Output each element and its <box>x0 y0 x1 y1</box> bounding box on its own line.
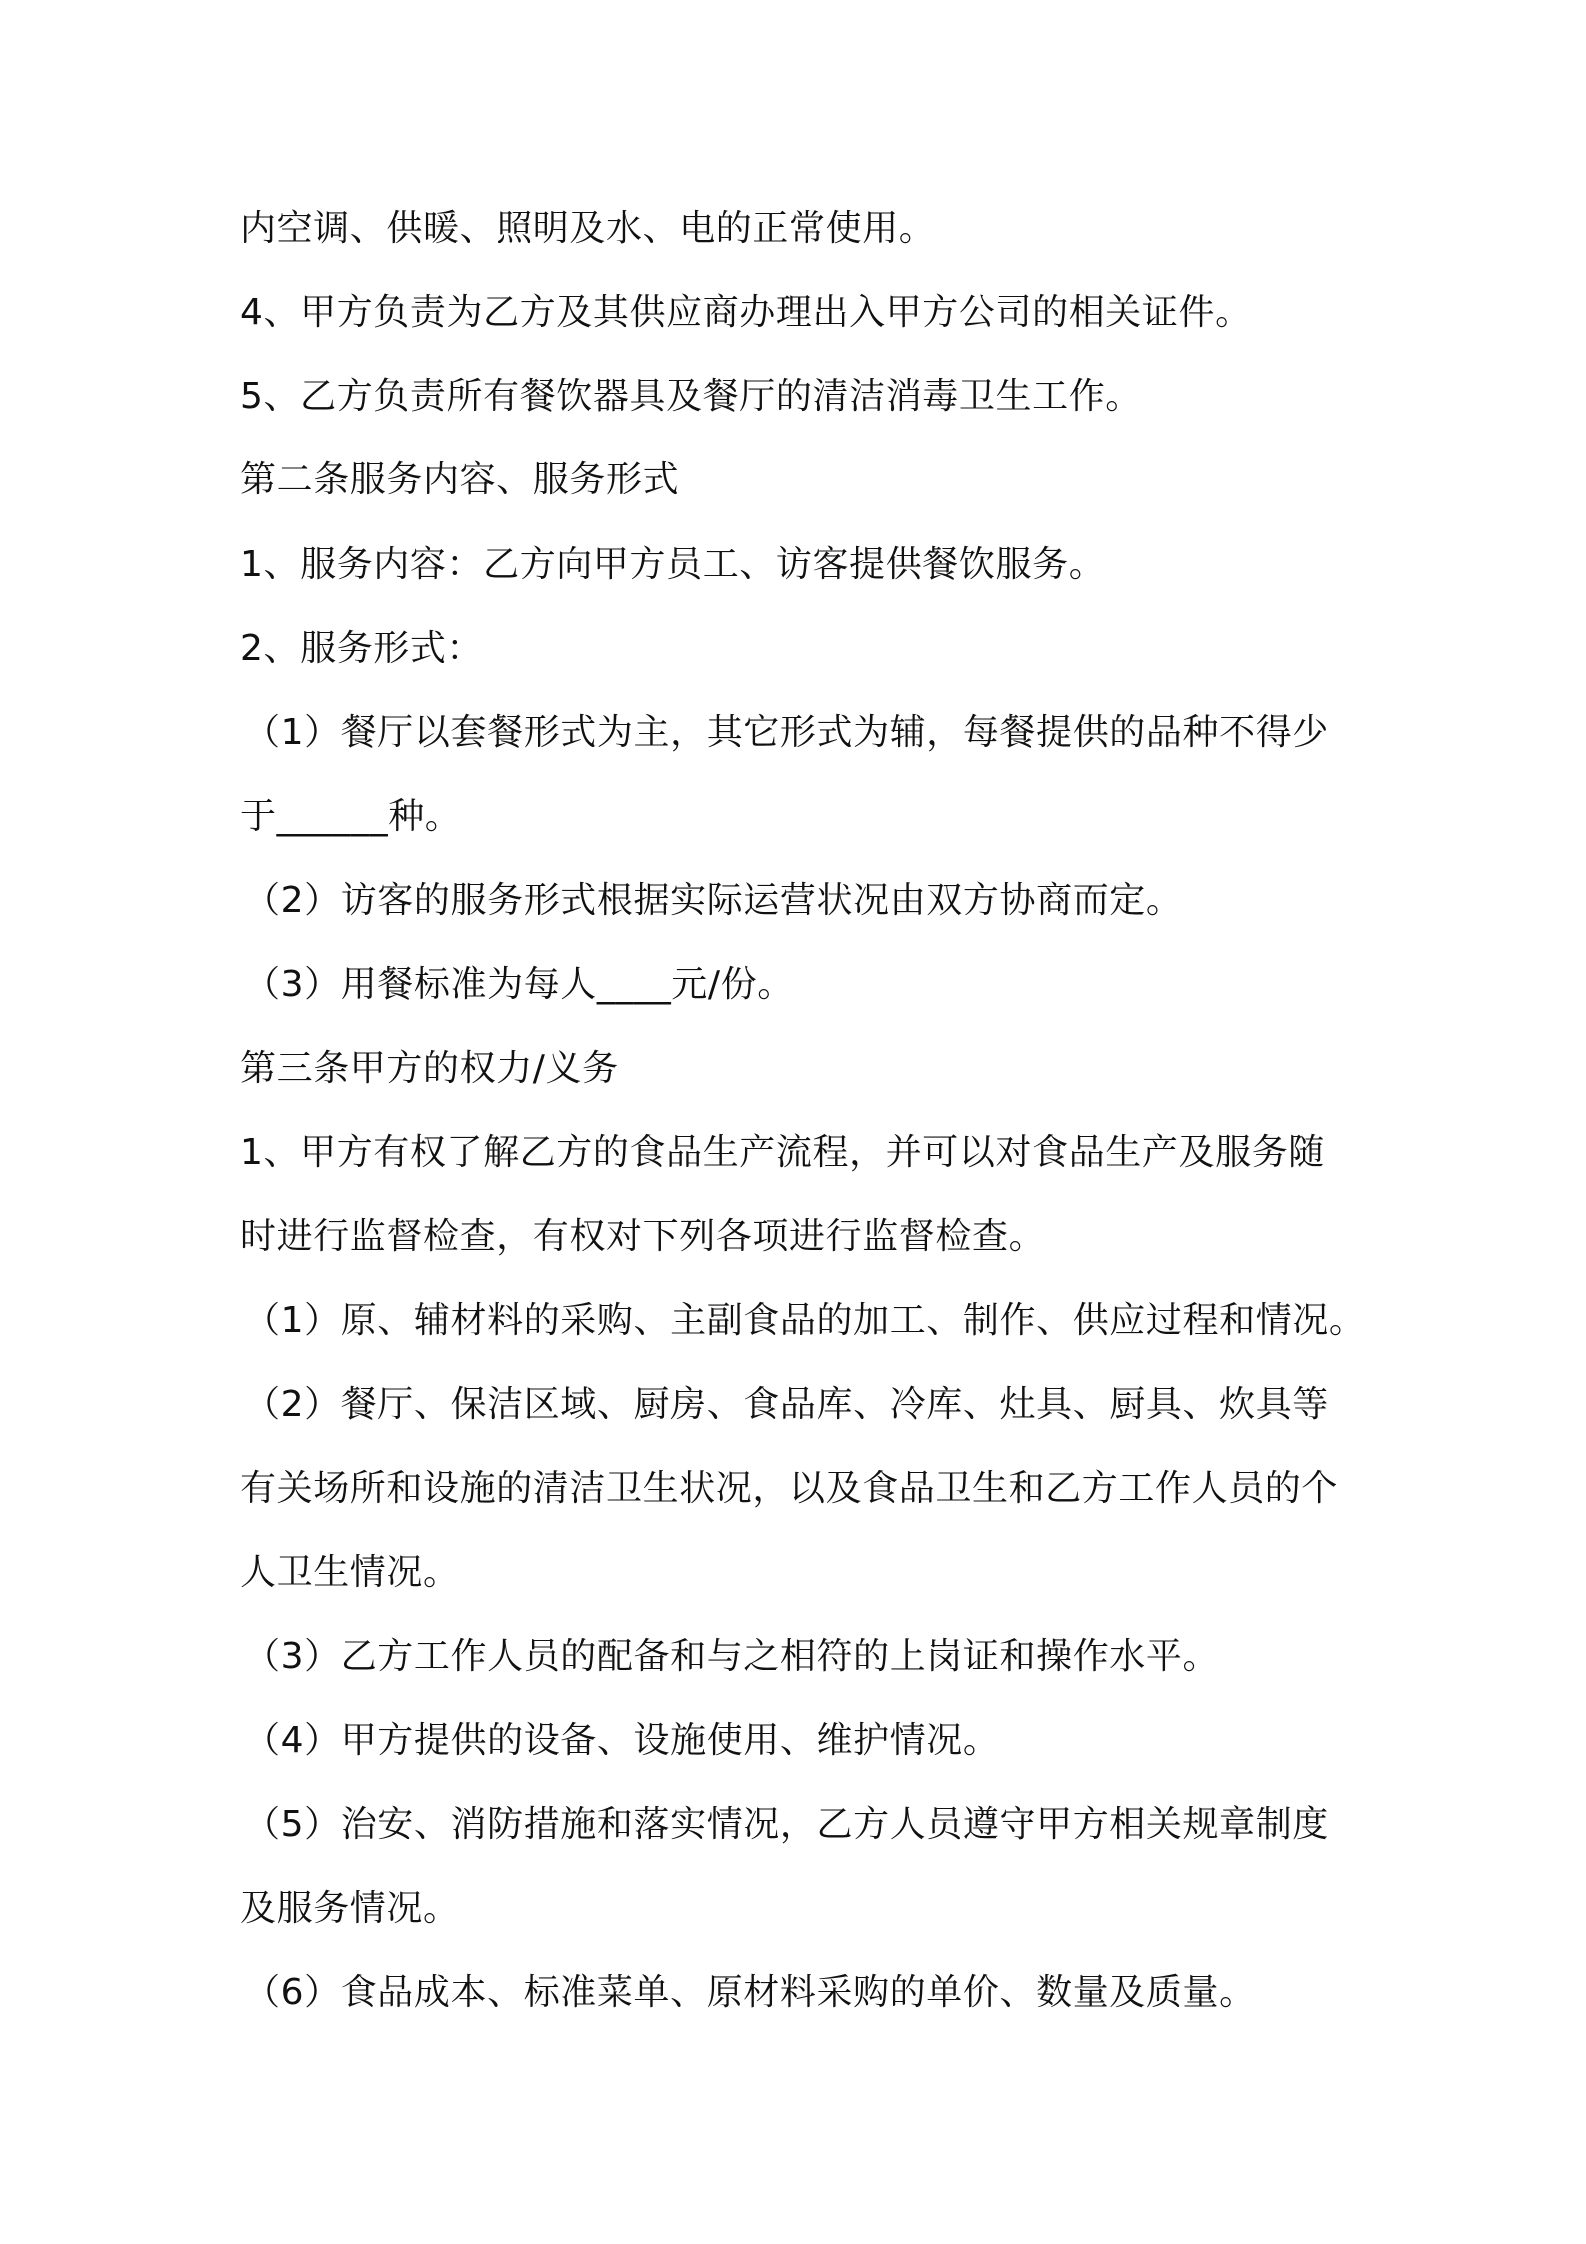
text-line: （2）餐厅、保洁区域、厨房、食品库、冷库、灶具、厨具、炊具等 <box>244 1384 1329 1425</box>
text-line: 于______种。 <box>240 796 462 837</box>
text-line: 1、甲方有权了解乙方的食品生产流程，并可以对食品生产及服务随 <box>240 1132 1325 1173</box>
text-line: （3）乙方工作人员的配备和与之相符的上岗证和操作水平。 <box>244 1636 1220 1677</box>
text-line: （2）访客的服务形式根据实际运营状况由双方协商而定。 <box>244 880 1183 921</box>
text-line: 有关场所和设施的清洁卫生状况，以及食品卫生和乙方工作人员的个 <box>240 1468 1339 1509</box>
text-line: 时进行监督检查，有权对下列各项进行监督检查。 <box>240 1216 1046 1257</box>
text-line: 人卫生情况。 <box>240 1552 460 1593</box>
text-line: （6）食品成本、标准菜单、原材料采购的单价、数量及质量。 <box>244 1972 1256 2013</box>
text-line: （1）餐厅以套餐形式为主，其它形式为辅，每餐提供的品种不得少 <box>244 712 1329 753</box>
text-line: （3）用餐标准为每人____元/份。 <box>244 964 794 1005</box>
text-line: 4、甲方负责为乙方及其供应商办理出入甲方公司的相关证件。 <box>240 292 1252 333</box>
section-heading: 第三条甲方的权力/义务 <box>240 1048 619 1089</box>
text-line: 2、服务形式： <box>240 628 484 669</box>
text-line: 内空调、供暖、照明及水、电的正常使用。 <box>240 208 936 249</box>
text-line: （4）甲方提供的设备、设施使用、维护情况。 <box>244 1720 1000 1761</box>
text-line: （5）治安、消防措施和落实情况，乙方人员遵守甲方相关规章制度 <box>244 1804 1329 1845</box>
section-heading: 第二条服务内容、服务形式 <box>240 459 680 500</box>
text-line: （1）原、辅材料的采购、主副食品的加工、制作、供应过程和情况。 <box>244 1300 1366 1341</box>
text-line: 5、乙方负责所有餐饮器具及餐厅的清洁消毒卫生工作。 <box>240 376 1142 417</box>
text-line: 及服务情况。 <box>240 1888 460 1929</box>
text-line: 1、服务内容：乙方向甲方员工、访客提供餐饮服务。 <box>240 544 1106 585</box>
